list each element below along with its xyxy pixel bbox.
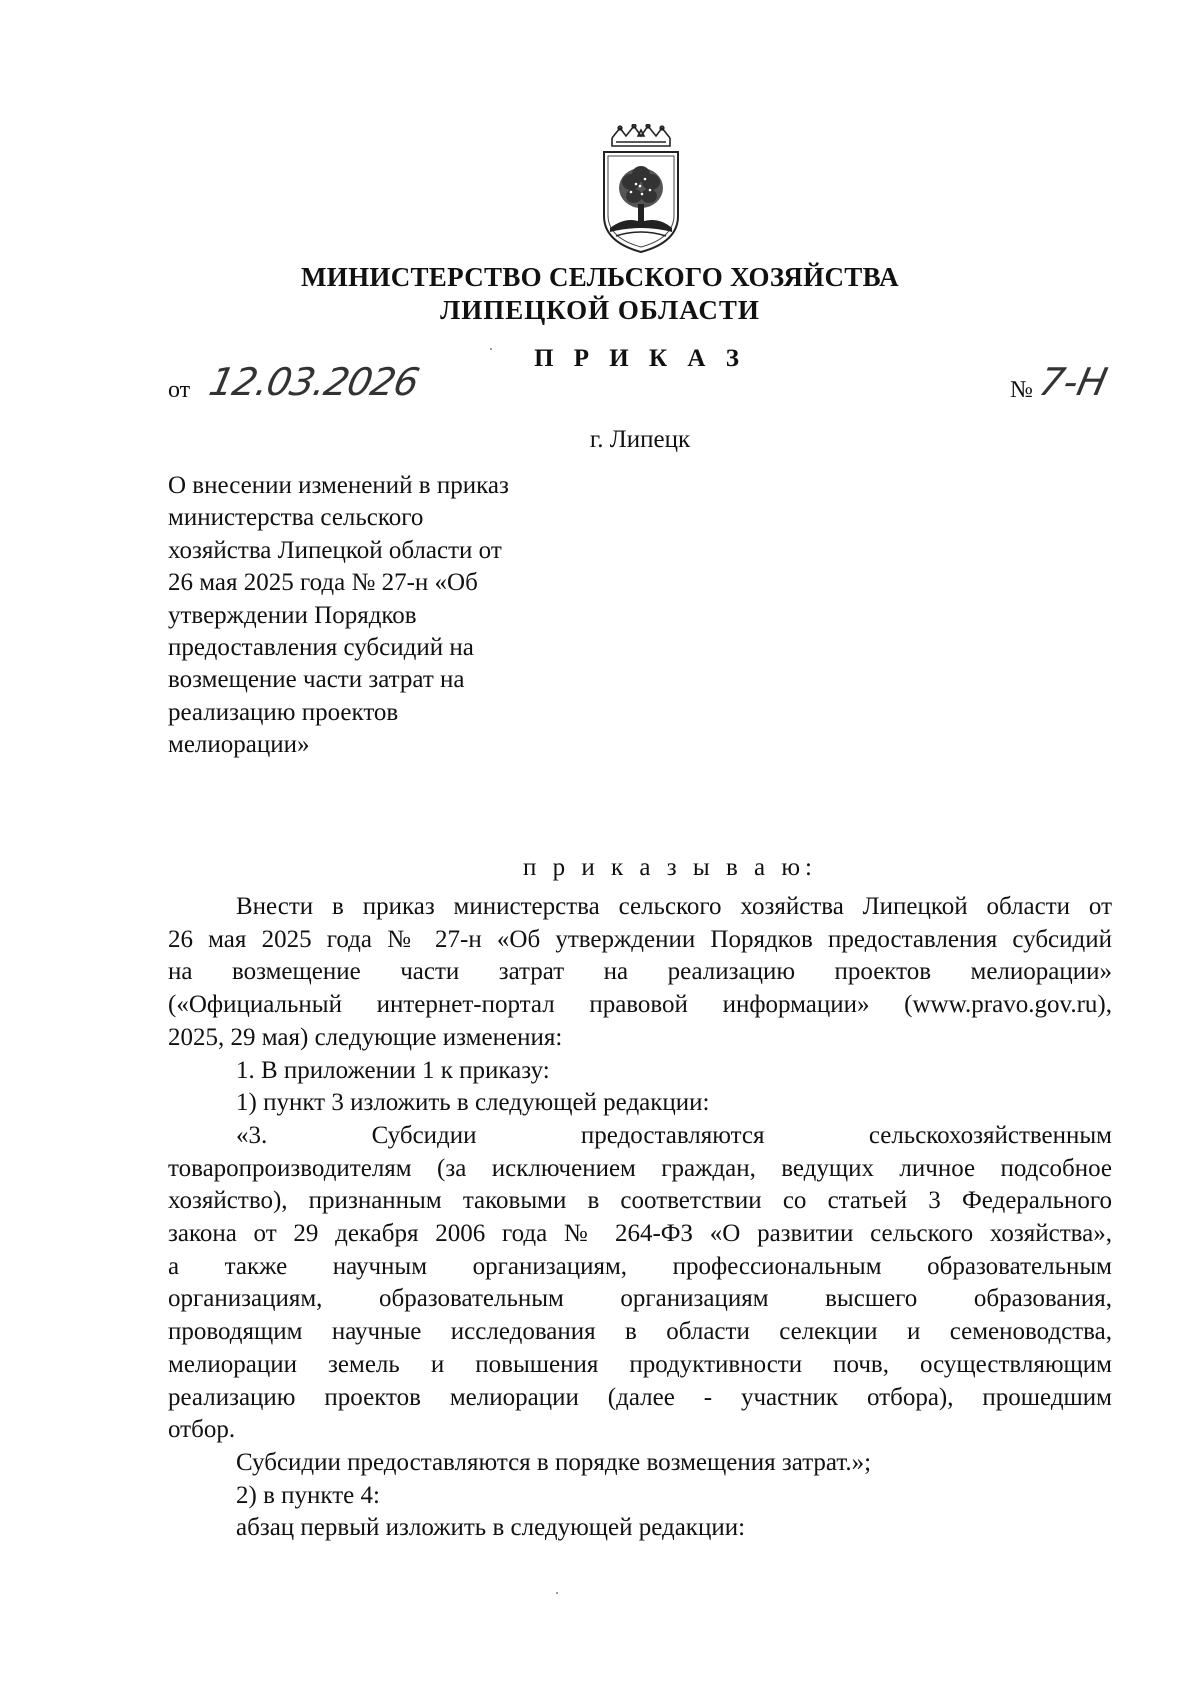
body-line: закона от 29 декабря 2006 года № 264-ФЗ «О развитии сельского хозяйства», bbox=[168, 1220, 1112, 1248]
city-name: г. Липецк bbox=[589, 426, 691, 453]
subject-line: возмещение части затрат на bbox=[168, 666, 465, 694]
body-line: 26 мая 2025 года № 27-н «Об утверждении Порядков предоставления субсидий bbox=[168, 925, 1112, 953]
document-type-title: П Р И К А З bbox=[534, 345, 746, 372]
subject-line: утверждении Порядков bbox=[168, 601, 417, 629]
subject-line: 26 мая 2025 года № 27-н «Об bbox=[168, 569, 478, 597]
subject-line: О внесении изменений в приказ bbox=[168, 472, 509, 499]
body-line: 1) пункт 3 изложить в следующей редакции: bbox=[236, 1089, 710, 1117]
body-line: хозяйство), признанным таковыми в соответствии со статьей 3 Федерального bbox=[168, 1187, 1112, 1215]
subject-line: реализацию проектов bbox=[168, 698, 399, 726]
handwritten-date: 12.03.2026 bbox=[205, 360, 423, 404]
body-line: «3. Субсидии предоставляются сельскохозяйственным bbox=[236, 1121, 1112, 1149]
handwritten-number: 7-Н bbox=[1035, 360, 1112, 404]
scan-speck bbox=[556, 1592, 558, 1594]
subject-line: министерства сельского bbox=[168, 504, 424, 532]
order-word: п р и к а з ы в а ю: bbox=[523, 854, 817, 881]
document-subject bbox=[168, 470, 588, 762]
body-line: 2) в пункте 4: bbox=[236, 1481, 380, 1509]
document-body bbox=[168, 891, 1112, 1545]
body-line: организациям, образовательным организациям высшего образования, bbox=[168, 1285, 1112, 1313]
subject-line: предоставления субсидий на bbox=[168, 634, 474, 662]
subject-line: мелиорации» bbox=[168, 731, 310, 759]
body-line: товаропроизводителям (за исключением граждан, ведущих личное подсобное bbox=[168, 1154, 1112, 1182]
subject-line: хозяйства Липецкой области от bbox=[168, 536, 502, 564]
organization-name-line1: МИНИСТЕРСТВО СЕЛЬСКОГО ХОЗЯЙСТВА bbox=[301, 262, 899, 292]
organization-name-line2: ЛИПЕЦКОЙ ОБЛАСТИ bbox=[440, 295, 760, 325]
body-line: на возмещение части затрат на реализацию проектов мелиорации» bbox=[168, 958, 1112, 986]
body-line: («Официальный интернет-портал правовой информации» (www.pravo.gov.ru), bbox=[168, 991, 1112, 1019]
scan-speck bbox=[490, 348, 492, 350]
body-line: абзац первый изложить в следующей редакции: bbox=[236, 1514, 746, 1542]
body-line: Субсидии предоставляются в порядке возмещения затрат.»; bbox=[236, 1448, 872, 1476]
coat-of-arms-icon bbox=[598, 124, 684, 254]
body-line: 1. В приложении 1 к приказу: bbox=[236, 1056, 550, 1084]
body-line: 2025, 29 мая) следующие изменения: bbox=[168, 1023, 563, 1051]
body-line: отбор. bbox=[168, 1416, 236, 1444]
body-line: реализацию проектов мелиорации (далее - участник отбора), прошедшим bbox=[168, 1383, 1112, 1411]
body-line: Внести в приказ министерства сельского хозяйства Липецкой области от bbox=[236, 893, 1112, 920]
body-line: а также научным организациям, профессиональным образовательным bbox=[168, 1252, 1112, 1280]
body-line: мелиорации земель и повышения продуктивности почв, осуществляющим bbox=[168, 1350, 1112, 1378]
date-prefix: от bbox=[168, 377, 191, 403]
body-line: проводящим научные исследования в области селекции и семеноводства, bbox=[168, 1318, 1112, 1346]
number-prefix: № bbox=[1010, 377, 1033, 403]
